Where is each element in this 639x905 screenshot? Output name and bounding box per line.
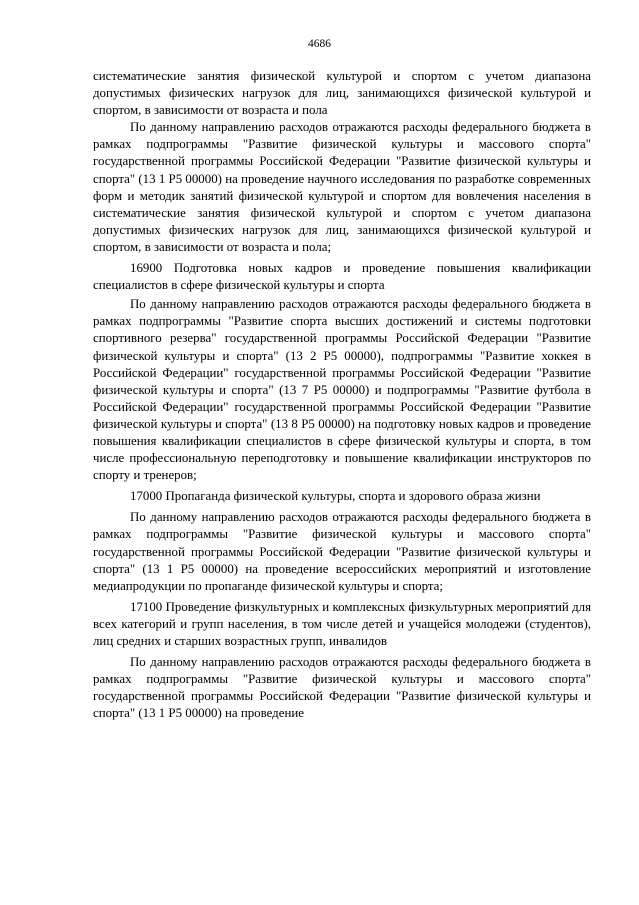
paragraph-body: По данному направлению расходов отражаются расходы федерального бюджета в рамках подпрограммы "Развитие физической культуры и массового спорта" государственной программы Российской Федерации "Развитие физической культуры и спорта" (13 1 P5 00000) на проведение (93, 655, 591, 721)
document-body (93, 68, 591, 722)
page-number: 4686 (308, 38, 331, 50)
paragraph-body: По данному направлению расходов отражаются расходы федерального бюджета в рамках подпрограммы "Развитие физической культуры и массового спорта" государственной программы Российской Федерации "Развитие физической культуры и спорта" (13 1 P5 00000) на проведение всероссийских мероприятий и изготовление медиапродукции по пропаганде физической культуры и спорта; (93, 510, 591, 593)
paragraph-continuation: систематические занятия физической культурой и спортом с учетом диапазона допустимых физических нагрузок для лиц, занимающихся физической культурой и спортом, в зависимости от возраста и пола (93, 69, 591, 118)
paragraph-heading-17100: 17100 Проведение физкультурных и комплексных физкультурных мероприятий для всех категорий и групп населения, в том числе детей и учащейся молодежи (студентов), лиц средних и старших возрастных групп, инвалидов (93, 599, 591, 648)
paragraph-body: По данному направлению расходов отражаются расходы федерального бюджета в рамках подпрограммы "Развитие физической культуры и массового спорта" государственной программы Российской Федерации "Развитие физической культуры и спорта" (13 1 P5 00000) на проведение научного исследования по разработке современных форм и методик занятий физической культурой и спортом для вовлечения населения в систематические занятия физической культурой и спортом с учетом диапазона допустимых физических нагрузок для лиц, занимающихся физической культурой и спортом, в зависимости от возраста и пола; (93, 120, 591, 254)
paragraph-heading-16900: 16900 Подготовка новых кадров и проведение повышения квалификации специалистов в сфере физической культуры и спорта (93, 261, 591, 293)
paragraph-heading-17000: 17000 Пропаганда физической культуры, спорта и здорового образа жизни (130, 489, 541, 504)
paragraph-body: По данному направлению расходов отражаются расходы федерального бюджета в рамках подпрограммы "Развитие спорта высших достижений и системы подготовки спортивного резерва" государственной программы Российской Федерации "Развитие физической культуры и спорта" (13 2 P5 00000), подпрограммы "Развитие хоккея в Российской Федерации" государственной программы Российской Федерации "Развитие физической культуры и спорта" (13 7 P5 00000) и подпрограммы "Развитие футбола в Российской Федерации" государственной программы Российской Федерации "Развитие физической культуры и спорта" (13 8 P5 00000) на подготовку новых кадров и проведение повышения квалификации специалистов в сфере физической культуры и спорта, в том числе профессиональную переподготовку и повышение квалификации инструкторов по спорту и тренеров; (93, 297, 591, 483)
